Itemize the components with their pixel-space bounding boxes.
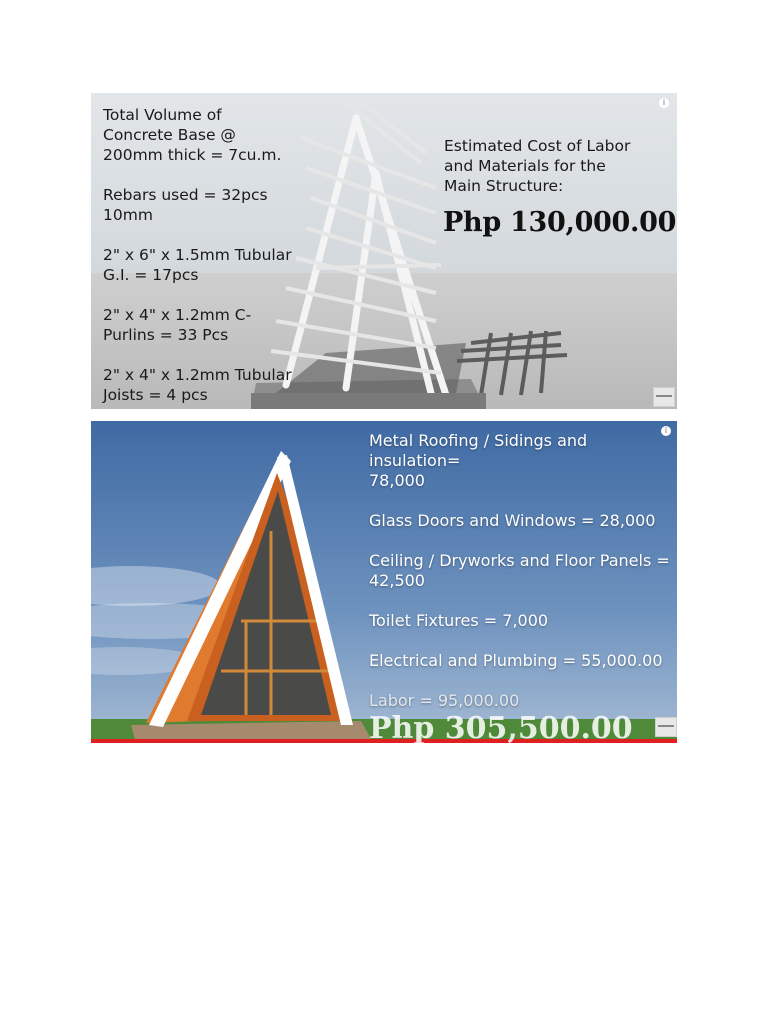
list-item — [103, 365, 303, 405]
list-item-line: 2" x 6" x 1.5mm Tubular — [103, 246, 292, 264]
list-item-line: 2" x 4" x 1.2mm C- — [103, 306, 252, 324]
cost-heading-line: Estimated Cost of Labor — [444, 137, 631, 155]
list-item — [103, 305, 303, 345]
list-item-line: Purlins = 33 Pcs — [103, 326, 229, 344]
list-item-line: Total Volume of — [103, 106, 222, 124]
list-item-line: 42,500 — [369, 571, 425, 590]
list-item-line: Glass Doors and Windows = 28,000 — [369, 511, 656, 530]
list-item-line: 10mm — [103, 206, 153, 224]
list-item — [369, 691, 674, 711]
list-item-line: Rebars used = 32pcs — [103, 186, 268, 204]
structure-cost-total: Php 130,000.00 — [443, 207, 677, 238]
list-item — [103, 185, 303, 225]
cost-heading-line: Main Structure: — [444, 177, 564, 195]
list-item-line: Toilet Fixtures = 7,000 — [369, 611, 549, 630]
list-item-line: 200mm thick = 7cu.m. — [103, 146, 282, 164]
grand-total: Php 305,500.00 — [369, 711, 633, 743]
info-icon[interactable]: i — [659, 98, 669, 108]
cost-heading — [444, 136, 674, 196]
cost-heading-line: and Materials for the — [444, 157, 606, 175]
list-item — [369, 551, 674, 591]
list-item-line: Metal Roofing / Sidings and insulation= — [369, 431, 588, 470]
list-item — [369, 611, 674, 631]
list-item-line: G.I. = 17pcs — [103, 266, 199, 284]
list-item-line: Concrete Base @ — [103, 126, 236, 144]
list-item-line: Ceiling / Dryworks and Floor Panels = — [369, 551, 670, 570]
list-item-line: Labor = 95,000.00 — [369, 691, 520, 710]
list-item-line: Joists = 4 pcs — [103, 386, 208, 404]
list-item — [103, 245, 303, 285]
list-item-line: Electrical and Plumbing = 55,000.00 — [369, 651, 663, 670]
material-specs-list — [103, 105, 303, 409]
list-item — [369, 431, 674, 491]
list-item — [369, 511, 674, 531]
list-item — [103, 105, 303, 165]
list-item-line: 78,000 — [369, 471, 425, 490]
list-item-line: 2" x 4" x 1.2mm Tubular — [103, 366, 292, 384]
channel-logo-icon[interactable] — [653, 387, 675, 407]
list-item — [369, 651, 674, 671]
video-frame-finished-cabin — [91, 421, 677, 743]
cost-breakdown-list — [369, 431, 674, 731]
video-frame-structure — [91, 93, 677, 409]
channel-logo-icon[interactable] — [655, 717, 677, 737]
info-icon[interactable]: i — [661, 426, 671, 436]
